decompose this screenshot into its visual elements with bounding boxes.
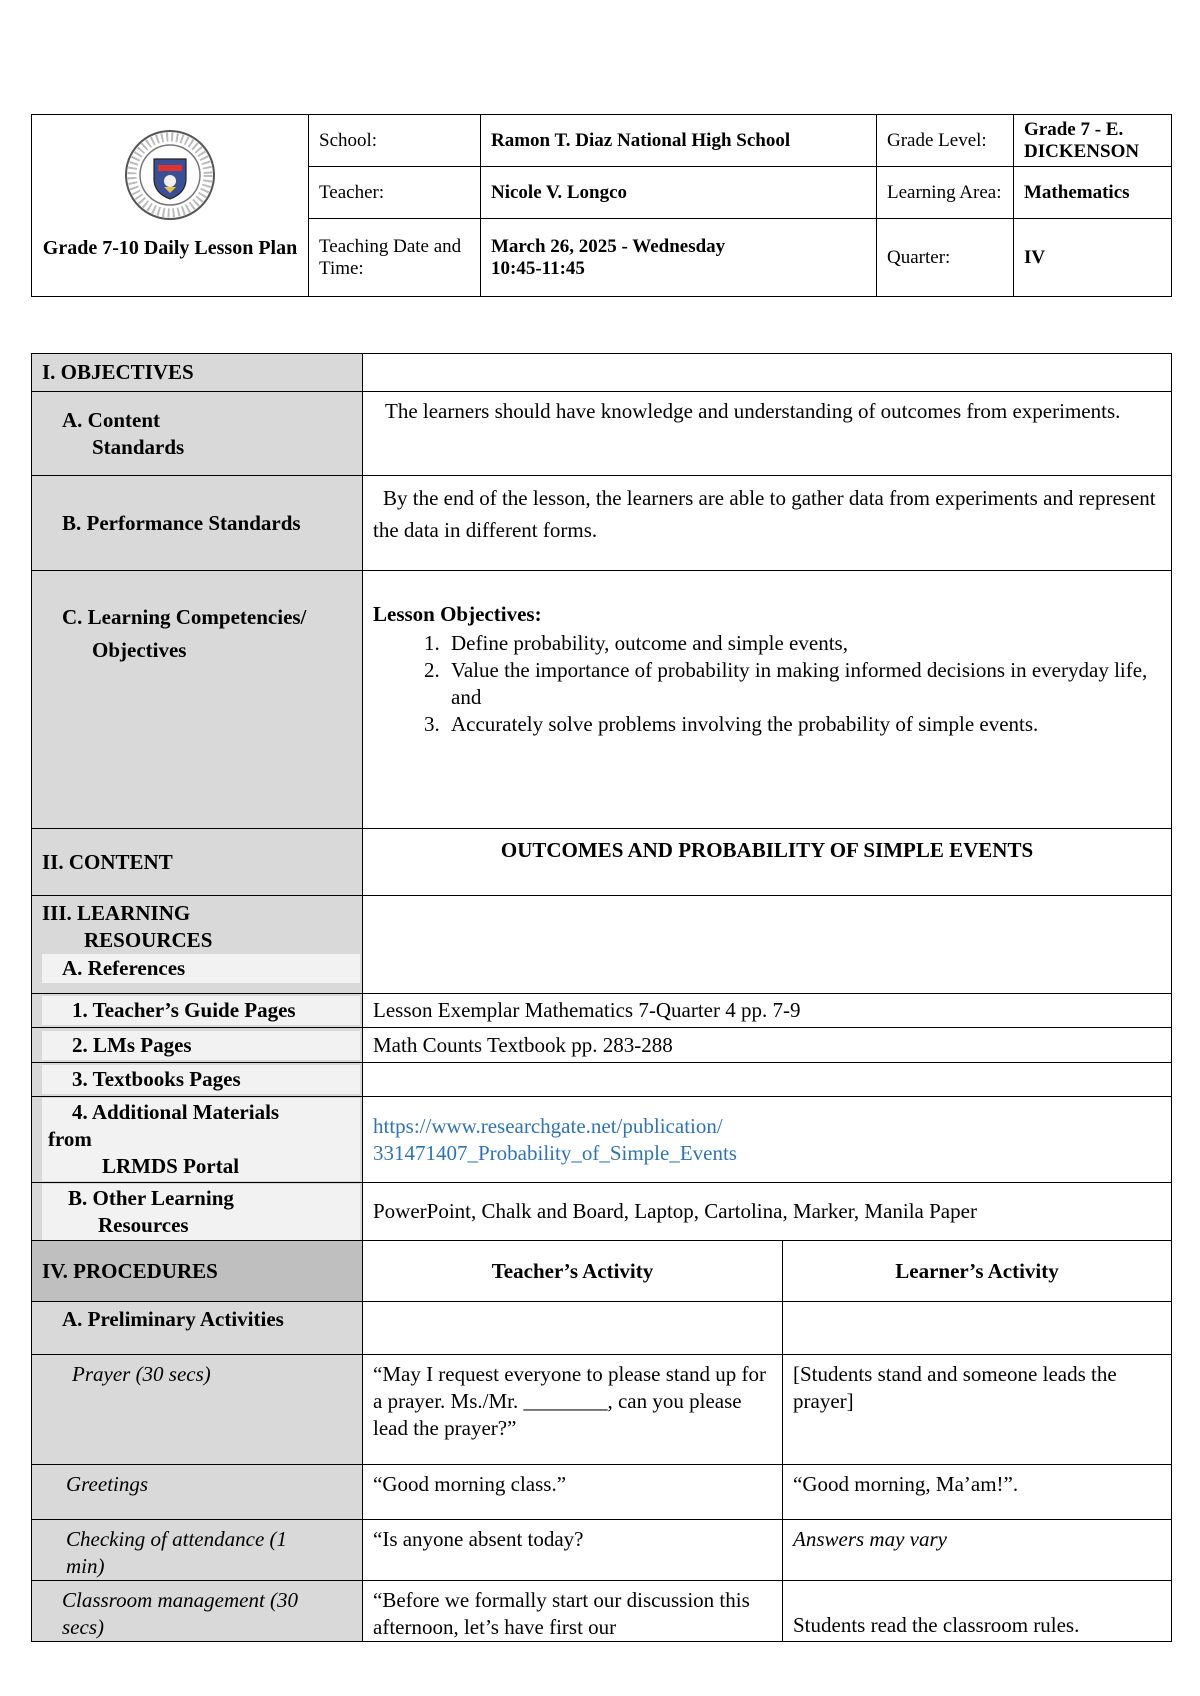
procedure-row-learner: “Good morning, Ma’am!”. — [783, 1465, 1172, 1520]
teaching-date: March 26, 2025 - Wednesday — [491, 235, 726, 257]
teacher-value: Nicole V. Longco — [481, 167, 877, 219]
lesson-plan-table — [31, 353, 1172, 1642]
lrmds-link-line1[interactable]: https://www.researchgate.net/publication/ — [373, 1113, 723, 1138]
lesson-objective-item: 1. Define probability, outcome and simple events, — [445, 630, 1161, 657]
textbook-pages-label: 3. Textbooks Pages — [42, 1065, 360, 1094]
preliminary-teacher-blank — [363, 1302, 783, 1355]
teaching-date-label: Teaching Date and Time: — [309, 219, 481, 297]
procedure-row-label — [32, 1520, 363, 1581]
additional-materials-row-label — [32, 1097, 363, 1183]
content-standards-label-line2: Standards — [92, 434, 185, 459]
competencies-label-line2: Objectives — [92, 638, 187, 662]
objectives-heading-blank — [363, 354, 1172, 392]
other-resources-value: PowerPoint, Chalk and Board, Laptop, Cartolina, Marker, Manila Paper — [363, 1183, 1172, 1241]
lm-pages-row-label — [32, 1028, 363, 1063]
procedure-row-teacher: “Good morning class.” — [363, 1465, 783, 1520]
lrmds-link[interactable] — [363, 1097, 1172, 1183]
procedure-row-teacher: “May I request everyone to please stand up for a prayer. Ms./Mr. ________, can you please lead the prayer?” — [363, 1355, 783, 1465]
greetings-label: Greetings — [66, 1472, 149, 1496]
additional-materials-line2: from — [48, 1127, 92, 1151]
learner-activity-header: Learner’s Activity — [783, 1241, 1172, 1302]
learning-resources-heading-line1: III. LEARNING — [42, 901, 191, 925]
grade-level-value: Grade 7 - E. DICKENSON — [1014, 115, 1172, 167]
learning-resources-blank — [363, 896, 1172, 994]
learning-area-value: Mathematics — [1014, 167, 1172, 219]
additional-materials-line1: 4. Additional Materials — [72, 1100, 280, 1124]
school-value: Ramon T. Diaz National High School — [481, 115, 877, 167]
content-standards-label — [32, 392, 363, 476]
preliminary-learner-blank — [783, 1302, 1172, 1355]
procedure-row-learner: Answers may vary — [783, 1520, 1172, 1581]
procedure-row-teacher: “Is anyone absent today? — [363, 1520, 783, 1581]
other-resources-line1: B. Other Learning — [68, 1185, 234, 1210]
prayer-label: Prayer (30 secs) — [72, 1362, 211, 1386]
procedure-row-label — [32, 1581, 363, 1642]
plan-title: Grade 7-10 Daily Lesson Plan — [42, 237, 298, 259]
references-label: A. References — [42, 954, 360, 983]
competencies-cell — [363, 571, 1172, 829]
procedure-row-teacher: “Before we formally start our discussion this afternoon, let’s have first our — [363, 1581, 783, 1642]
lesson-objectives-list — [373, 630, 1161, 738]
preliminary-activities-label: A. Preliminary Activities — [32, 1302, 363, 1355]
other-resources-row-label — [32, 1183, 363, 1241]
procedure-row-learner: Students read the classroom rules. — [783, 1581, 1172, 1642]
learning-resources-label — [32, 896, 363, 994]
additional-materials-line3: LRMDS Portal — [102, 1154, 240, 1178]
teaching-date-value — [481, 219, 877, 297]
lesson-objective-item: 2. Value the importance of probability in making informed decisions in everyday life, and — [445, 657, 1161, 711]
tg-pages-label: 1. Teacher’s Guide Pages — [42, 996, 360, 1025]
logo-cell — [32, 115, 309, 297]
content-standards-text: The learners should have knowledge and understanding of outcomes from experiments. — [363, 392, 1172, 476]
competencies-label — [32, 571, 363, 829]
teaching-time: 10:45-11:45 — [491, 257, 585, 279]
textbook-pages-value — [363, 1063, 1172, 1097]
lm-pages-label: 2. LMs Pages — [42, 1031, 360, 1060]
classroom-management-label: Classroom management (30 secs) — [62, 1588, 299, 1639]
deped-seal-logo — [124, 129, 216, 221]
performance-standards-text: By the end of the lesson, the learners are able to gather data from experiments and represent the data in different forms. — [363, 476, 1172, 571]
quarter-label: Quarter: — [877, 219, 1014, 297]
school-label: School: — [309, 115, 481, 167]
other-resources-label — [42, 1184, 360, 1240]
additional-materials-label — [42, 1098, 360, 1181]
performance-standards-label: B. Performance Standards — [32, 476, 363, 571]
competencies-label-line1: C. Learning Competencies/ — [62, 605, 307, 629]
learning-resources-heading-line2: RESOURCES — [84, 928, 213, 952]
objectives-heading: I. OBJECTIVES — [32, 354, 363, 392]
grade-level-label: Grade Level: — [877, 115, 1014, 167]
textbook-pages-row-label — [32, 1063, 363, 1097]
content-standards-label-line1: A. Content — [62, 407, 160, 432]
procedures-heading: IV. PROCEDURES — [32, 1241, 363, 1302]
lrmds-link-line2[interactable]: 331471407_Probability_of_Simple_Events — [373, 1140, 737, 1165]
quarter-value: IV — [1014, 219, 1172, 297]
content-heading: II. CONTENT — [32, 829, 363, 896]
learning-area-label: Learning Area: — [877, 167, 1014, 219]
content-topic: OUTCOMES AND PROBABILITY OF SIMPLE EVENTS — [363, 829, 1172, 896]
teacher-activity-header: Teacher’s Activity — [363, 1241, 783, 1302]
header-table — [31, 114, 1172, 297]
tg-pages-value: Lesson Exemplar Mathematics 7-Quarter 4 pp. 7-9 — [363, 994, 1172, 1028]
lesson-objective-item: 3. Accurately solve problems involving the probability of simple events. — [445, 711, 1161, 738]
other-resources-line2: Resources — [98, 1212, 189, 1237]
teacher-label: Teacher: — [309, 167, 481, 219]
tg-pages-row-label — [32, 994, 363, 1028]
attendance-label: Checking of attendance (1 min) — [66, 1527, 288, 1578]
lesson-objectives-title: Lesson Objectives: — [373, 602, 542, 626]
procedure-row-learner: [Students stand and someone leads the prayer] — [783, 1355, 1172, 1465]
procedure-row-label — [32, 1355, 363, 1465]
procedure-row-label — [32, 1465, 363, 1520]
lm-pages-value: Math Counts Textbook pp. 283-288 — [363, 1028, 1172, 1063]
